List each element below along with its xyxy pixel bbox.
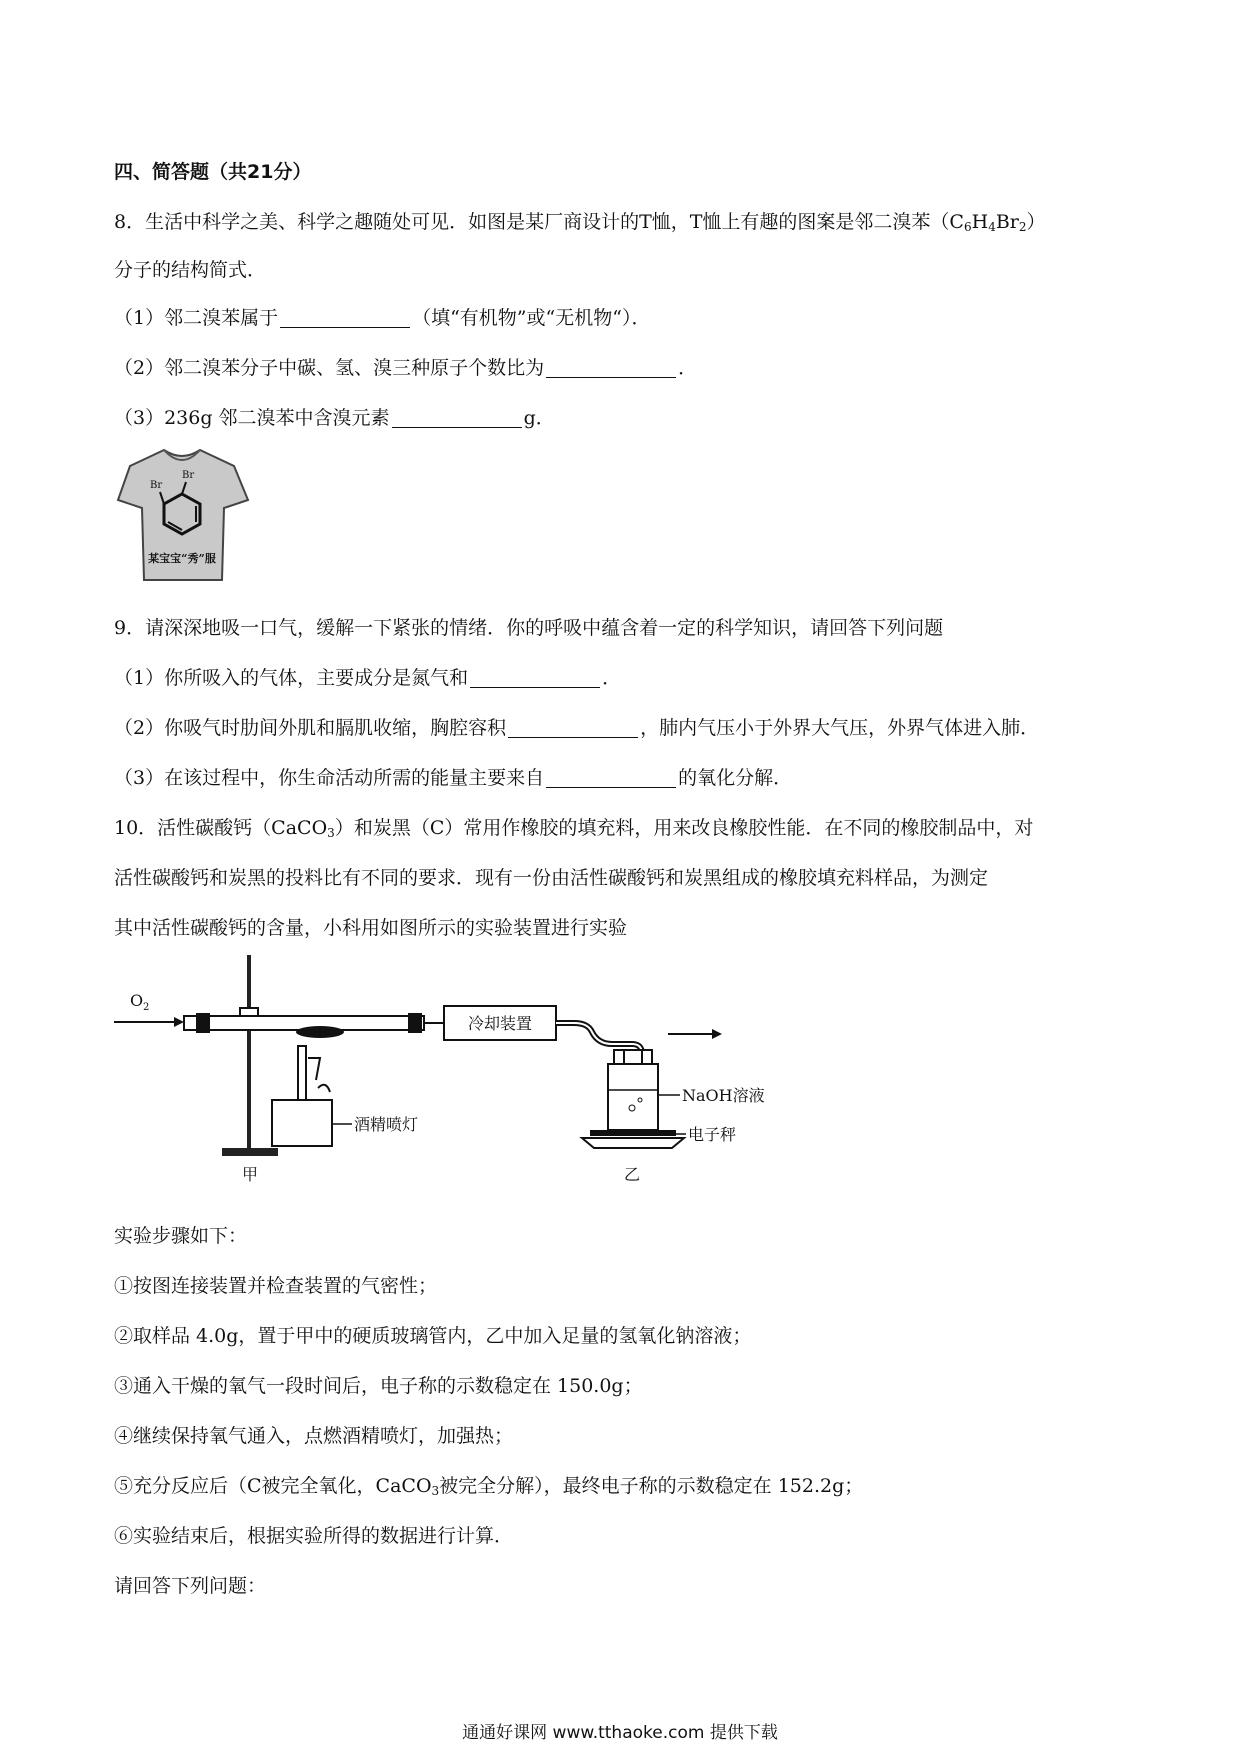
q10-line3: 其中活性碳酸钙的含量，小科用如图所示的实验装置进行实验 — [114, 917, 628, 939]
o2-arrow-head — [174, 1017, 184, 1027]
q10-text: ）和炭黑（C）常用作橡胶的填充料，用来改良橡胶性能．在不同的橡胶制品中，对 — [334, 817, 1034, 839]
stopper — [408, 1013, 422, 1033]
answer-blank[interactable] — [546, 357, 676, 378]
sample — [296, 1026, 344, 1038]
answer-blank[interactable] — [470, 667, 600, 688]
q8-sub1 — [114, 304, 650, 332]
burner-tank — [272, 1100, 332, 1146]
burner-label: 酒精喷灯 — [354, 1115, 419, 1134]
section-title: 四、简答题（共21分） — [114, 161, 312, 183]
q8-sub2 — [114, 354, 697, 382]
q9-stem: 9．请深深地吸一口气，缓解一下紧张的情绪．你的呼吸中蕴含着一定的科学知识，请回答下列问题 — [114, 617, 944, 639]
bottle-stopper — [614, 1050, 652, 1064]
outlet-arrow-head — [712, 1029, 722, 1039]
q8-sub3 — [114, 404, 555, 432]
o2-label: O — [130, 991, 144, 1010]
q8-sub2-text: （2）邻二溴苯分子中碳、氢、溴三种原子个数比为 — [114, 357, 545, 379]
stand-base — [222, 1148, 278, 1156]
q8-sub1-text: （1）邻二溴苯属于 — [114, 307, 279, 329]
q10-text: 10．活性碳酸钙（CaCO — [114, 817, 328, 839]
q9-sub2-text: （2）你吸气时肋间外肌和膈肌收缩，胸腔容积 — [114, 717, 507, 739]
q9-sub3-end: 的氧化分解． — [678, 767, 793, 789]
formula-sub: 4 — [988, 220, 996, 234]
q10-line1 — [114, 814, 1033, 847]
burner-neck — [298, 1046, 306, 1106]
burner-handle — [308, 1058, 320, 1080]
q9-sub1-end: ． — [602, 667, 622, 689]
q9-sub2-end: ，肺内气压小于外界大气压，外界气体进入肺． — [640, 717, 1040, 739]
q9-sub1-text: （1）你所吸入的气体，主要成分是氮气和 — [114, 667, 469, 689]
q9-sub3-text: （3）在该过程中，你生命活动所需的能量主要来自 — [114, 767, 545, 789]
step-1: ①按图连接装置并检查装置的气密性； — [114, 1275, 438, 1297]
formula-sub: 3 — [431, 1484, 440, 1498]
formula-h: H — [971, 211, 989, 233]
step-6: ⑥实验结束后，根据实验所得的数据进行计算． — [114, 1525, 514, 1547]
step-2: ②取样品 4.0g，置于甲中的硬质玻璃管内，乙中加入足量的氢氧化钠溶液； — [114, 1325, 752, 1347]
naoh-label: NaOH溶液 — [682, 1086, 765, 1105]
answer-blank[interactable] — [508, 717, 638, 738]
q8-stem-line2: 分子的结构简式． — [114, 259, 267, 281]
o2-sub: 2 — [143, 1002, 150, 1013]
stand-rod — [247, 955, 251, 1155]
ask-line: 请回答下列问题： — [114, 1575, 267, 1597]
br-label: Br — [182, 470, 195, 481]
q10-line2: 活性碳酸钙和炭黑的投料比有不同的要求．现有一份由活性碳酸钙和炭黑组成的橡胶填充料样品，为测定 — [114, 867, 989, 889]
footer-credit: 通通好课网 www.tthaoke.com 提供下载 — [462, 1723, 778, 1743]
q9-sub2 — [114, 714, 1039, 742]
scale-top — [590, 1130, 676, 1136]
apparatus-diagram — [112, 950, 765, 1190]
step-5-text: 被完全分解），最终电子称的示数稳定在 152.2g； — [439, 1475, 864, 1497]
burner-cap — [318, 1085, 330, 1092]
step-4: ④继续保持氧气通入，点燃酒精喷灯，加强热； — [114, 1425, 514, 1447]
q9-sub3 — [114, 764, 792, 792]
formula-sub: 3 — [327, 826, 335, 840]
q9-sub1 — [114, 664, 621, 692]
answer-blank[interactable] — [392, 407, 522, 428]
step-3: ③通入干燥的氧气一段时间后，电子称的示数稳定在 150.0g； — [114, 1375, 643, 1397]
formula-close: ） — [1026, 211, 1046, 233]
tshirt-image — [112, 444, 252, 584]
q8-sub2-end: ． — [678, 357, 698, 379]
scale-base — [582, 1138, 684, 1148]
q8-sub3-text: （3）236g 邻二溴苯中含溴元素 — [114, 407, 390, 429]
scale-label: 电子秤 — [688, 1125, 737, 1144]
br-label: Br — [150, 480, 163, 491]
q8-sub3-end: g． — [523, 407, 555, 429]
steps-title: 实验步骤如下： — [114, 1225, 248, 1247]
formula-sub: 2 — [1018, 220, 1027, 234]
stopper — [196, 1013, 210, 1033]
q8-sub1-hint: （填“有机物”或“无机物“）． — [412, 307, 651, 329]
apparatus-yi-label: 乙 — [623, 1165, 641, 1184]
gas-bottle — [608, 1064, 658, 1130]
q8-stem-line1 — [114, 208, 1046, 241]
answer-blank[interactable] — [280, 307, 410, 328]
tshirt-caption: 某宝宝“秀”服 — [148, 552, 216, 565]
formula-br: Br — [995, 211, 1019, 233]
formula-sub: 6 — [963, 220, 972, 234]
answer-blank[interactable] — [546, 767, 676, 788]
apparatus-jia-label: 甲 — [241, 1165, 259, 1184]
q8-stem-text: 8．生活中科学之美、科学之趣随处可见．如图是某厂商设计的T恤，T恤上有趣的图案是邻二溴苯（C — [114, 211, 964, 233]
step-5-text: ⑤充分反应后（C被完全氧化，CaCO — [114, 1475, 432, 1497]
cooling-label: 冷却装置 — [467, 1014, 533, 1033]
step-5 — [114, 1472, 863, 1505]
